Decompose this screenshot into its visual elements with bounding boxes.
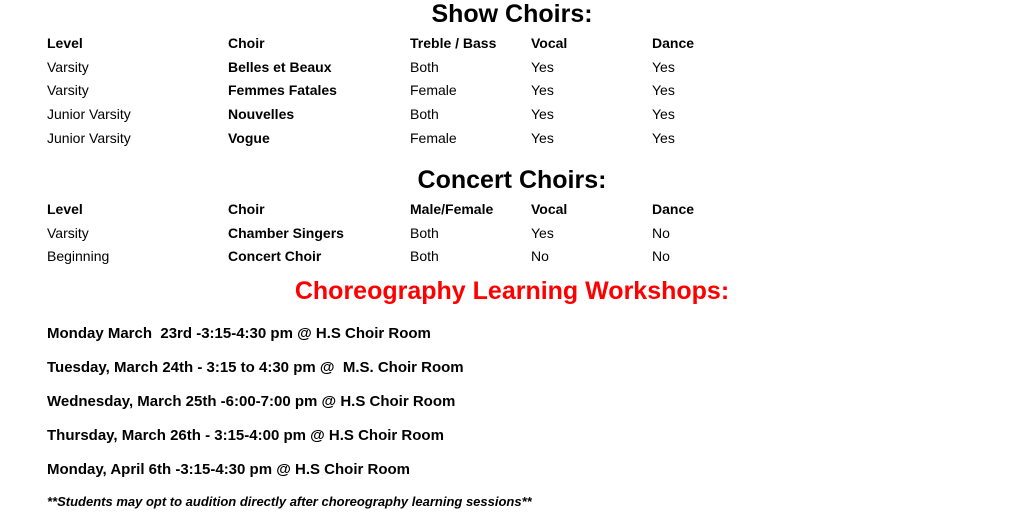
- workshop-session: Tuesday, March 24th - 3:15 to 4:30 pm @ M.S. Choir Room: [47, 359, 464, 376]
- cell-dance: Yes: [652, 130, 675, 146]
- cell-level: Junior Varsity: [47, 130, 131, 146]
- cell-level: Beginning: [47, 248, 110, 264]
- workshop-session: Monday March 23rd -3:15-4:30 pm @ H.S Choir Room: [47, 325, 431, 342]
- show-choirs-title: Show Choirs:: [431, 0, 593, 28]
- cell-vocal: Yes: [531, 82, 554, 98]
- header-level: Level: [47, 201, 83, 217]
- cell-voice: Both: [410, 59, 439, 75]
- cell-level: Varsity: [47, 225, 89, 241]
- header-vocal: Vocal: [531, 201, 568, 217]
- header-choir: Choir: [228, 201, 265, 217]
- cell-dance: Yes: [652, 106, 675, 122]
- header-choir: Choir: [228, 35, 265, 51]
- cell-vocal: Yes: [531, 106, 554, 122]
- workshop-session: Wednesday, March 25th -6:00-7:00 pm @ H.S Choir Room: [47, 393, 456, 410]
- cell-voice: Female: [410, 82, 457, 98]
- cell-dance: No: [652, 225, 670, 241]
- cell-choir: Nouvelles: [228, 106, 295, 122]
- workshop-session: Thursday, March 26th - 3:15-4:00 pm @ H.S Choir Room: [47, 427, 444, 444]
- header-treble-bass: Treble / Bass: [410, 35, 497, 51]
- header-vocal: Vocal: [531, 35, 568, 51]
- cell-choir: Femmes Fatales: [228, 82, 337, 98]
- header-male-female: Male/Female: [410, 201, 494, 217]
- cell-vocal: No: [531, 248, 549, 264]
- workshop-session: Monday, April 6th -3:15-4:30 pm @ H.S Choir Room: [47, 461, 410, 478]
- cell-choir: Vogue: [228, 130, 270, 146]
- cell-voice: Both: [410, 106, 439, 122]
- cell-vocal: Yes: [531, 59, 554, 75]
- cell-level: Junior Varsity: [47, 106, 131, 122]
- cell-choir: Belles et Beaux: [228, 59, 332, 75]
- cell-choir: Concert Choir: [228, 248, 322, 264]
- cell-dance: Yes: [652, 82, 675, 98]
- cell-dance: No: [652, 248, 670, 264]
- header-dance: Dance: [652, 35, 695, 51]
- audition-note: **Students may opt to audition directly after choreography learning sessions**: [47, 494, 532, 509]
- cell-vocal: Yes: [531, 130, 554, 146]
- cell-voice: Both: [410, 225, 439, 241]
- cell-choir: Chamber Singers: [228, 225, 344, 241]
- cell-voice: Both: [410, 248, 439, 264]
- cell-level: Varsity: [47, 82, 89, 98]
- cell-level: Varsity: [47, 59, 89, 75]
- header-level: Level: [47, 35, 83, 51]
- cell-voice: Female: [410, 130, 457, 146]
- workshops-title: Choreography Learning Workshops:: [294, 277, 730, 305]
- header-dance: Dance: [652, 201, 695, 217]
- concert-choirs-title: Concert Choirs:: [417, 166, 607, 194]
- cell-dance: Yes: [652, 59, 675, 75]
- cell-vocal: Yes: [531, 225, 554, 241]
